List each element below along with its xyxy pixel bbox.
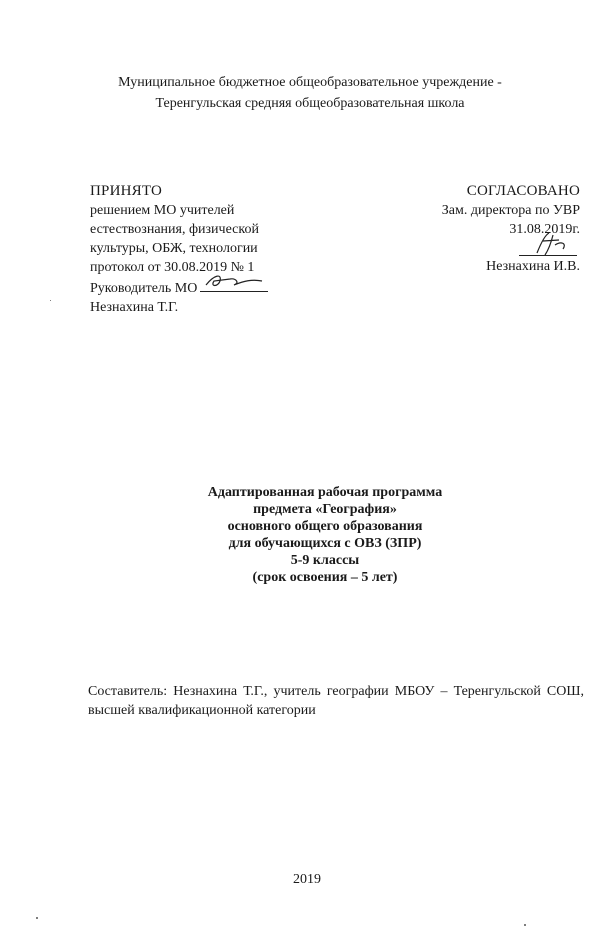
accepted-line-1: решением МО учителей bbox=[90, 203, 235, 218]
title-line-6: (срок освоения – 5 лет) bbox=[252, 570, 398, 585]
signature-right-icon bbox=[519, 239, 577, 256]
school-header bbox=[60, 72, 560, 114]
signature-left-icon bbox=[200, 277, 268, 292]
agreed-heading: СОГЛАСОВАНО bbox=[466, 183, 580, 199]
document-year: 2019 bbox=[293, 872, 321, 887]
scan-speck bbox=[36, 917, 38, 919]
agreed-line-2: 31.08.2019г. bbox=[509, 222, 580, 237]
accepted-line-4: протокол от 30.08.2019 № 1 bbox=[90, 260, 255, 275]
accepted-line-5: Руководитель МО bbox=[90, 281, 198, 296]
scan-speck bbox=[50, 300, 51, 301]
accepted-line-2: естествознания, физической bbox=[90, 222, 259, 237]
title-line-4: для обучающихся с ОВЗ (ЗПР) bbox=[228, 536, 422, 551]
scan-speck bbox=[524, 924, 526, 926]
accepted-block bbox=[90, 182, 320, 317]
school-name-line-2: Теренгульская средняя общеобразовательная школа bbox=[155, 96, 465, 111]
compiler-info: Составитель: Незнахина Т.Г., учитель географии МБОУ – Теренгульской СОШ, высшей квалификационной категории bbox=[88, 684, 584, 718]
accepted-line-5-wrap bbox=[90, 277, 320, 298]
agreed-block bbox=[360, 182, 580, 276]
agreed-line-3: Незнахина И.В. bbox=[486, 259, 580, 274]
agreed-line-1: Зам. директора по УВР bbox=[441, 203, 580, 218]
school-name-line-1: Муниципальное бюджетное общеобразовательное учреждение - bbox=[118, 75, 502, 90]
accepted-line-3: культуры, ОБЖ, технологии bbox=[90, 241, 258, 256]
accepted-line-6: Незнахина Т.Г. bbox=[90, 300, 179, 315]
program-title bbox=[110, 484, 540, 586]
accepted-heading: ПРИНЯТО bbox=[90, 183, 163, 199]
agreed-signature-wrap bbox=[360, 239, 580, 257]
title-line-5: 5-9 классы bbox=[290, 553, 360, 568]
title-line-3: основного общего образования bbox=[227, 519, 423, 534]
title-line-1: Адаптированная рабочая программа bbox=[207, 485, 443, 500]
title-line-2: предмета «География» bbox=[253, 502, 397, 517]
